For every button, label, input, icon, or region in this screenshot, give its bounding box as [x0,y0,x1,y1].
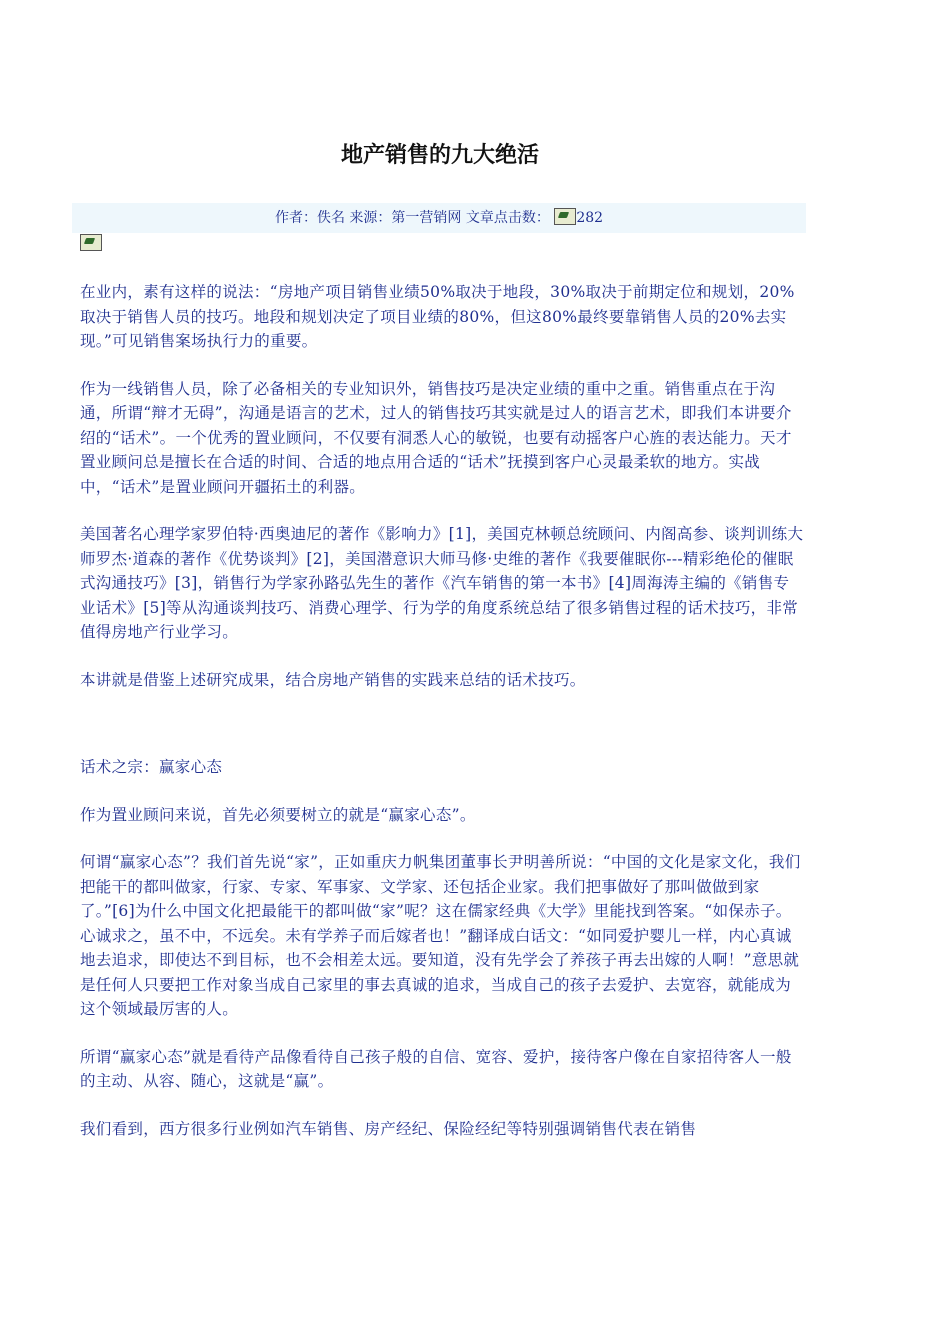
paragraph: 本讲就是借鉴上述研究成果，结合房地产销售的实践来总结的话术技巧。 [80,670,586,689]
paragraph: 在业内，素有这样的说法：“房地产项目销售业绩50%取决于地段，30%取决于前期定位和规划，20%取决于销售人员的技巧。地段和规划决定了项目业绩的80%，但这80%最终要靠销售人员的20%去实现。”可见销售案场执行力的重要。 [80,283,795,350]
article-meta [72,203,806,233]
paragraph: 何谓“赢家心态”？我们首先说“家”，正如重庆力帆集团董事长尹明善所说：“中国的文化是家文化，我们把能干的都叫做家，行家、专家、军事家、文学家、还包括企业家。我们把事做好了那叫做做到家了。”[6]为什么中国文化把最能干的都叫做“家”呢？这在儒家经典《大学》里能找到答案。“如保赤子。心诚求之，虽不中，不远矣。未有学养子而后嫁者也！”翻译成白话文：“如同爱护婴儿一样，内心真诚地去追求，即使达不到目标，也不会相差太远。要知道，没有先学会了养孩子再去出嫁的人啊！”意思就是任何人只要把工作对象当成自己家里的事去真诚的追求，当成自己的孩子去爱护、去宽容，就能成为这个领域最厉害的人。 [80,853,801,1018]
paragraph: 作为置业顾问来说，首先必须要树立的就是“赢家心态”。 [80,805,476,824]
click-count: 282 [576,210,604,226]
author: 作者：佚名 [274,210,345,226]
section-heading: 话术之宗：赢家心态 [80,758,223,776]
paragraph: 我们看到，西方很多行业例如汽车销售、房产经纪、保险经纪等特别强调销售代表在销售 [80,1119,697,1138]
paragraph: 作为一线销售人员，除了必备相关的专业知识外，销售技巧是决定业绩的重中之重。销售重点在于沟通，所谓“辩才无碍”，沟通是语言的艺术，过人的销售技巧其实就是过人的语言艺术，即我们本讲要介绍的“话术”。一个优秀的置业顾问，不仅要有洞悉人心的敏锐，也要有动摇客户心旌的表达能力。天才置业顾问总是擅长在合适的时间、合适的地点用合适的“话术”抚摸到客户心灵最柔软的地方。实战中，“话术”是置业顾问开疆拓土的利器。 [80,379,792,496]
image-icon [554,208,576,225]
article-body [80,280,805,1164]
source: 来源：第一营销网 [349,210,462,226]
clicks-label: 文章点击数： [465,210,550,226]
paragraph: 美国著名心理学家罗伯特·西奥迪尼的著作《影响力》[1]，美国克林顿总统顾问、内阁高参、谈判训练大师罗杰·道森的著作《优势谈判》[2]，美国潜意识大师马修·史维的著作《我要催眠你---精彩绝伦的催眠式沟通技巧》[3]，销售行为学家孙路弘先生的著作《汽车销售的第一本书》[4]周海涛主编的《销售专业话术》[5]等从沟通谈判技巧、消费心理学、行为学的角度系统总结了很多销售过程的话术技巧，非常值得房地产行业学习。 [80,525,804,641]
article-title: 地产销售的九大绝活 [340,142,539,168]
paragraph: 所谓“赢家心态”就是看待产品像看待自己孩子般的自信、宽容、爱护，接待客户像在自家招待客人一般的主动、从容、随心，这就是“赢”。 [80,1047,792,1090]
image-icon [80,234,102,251]
